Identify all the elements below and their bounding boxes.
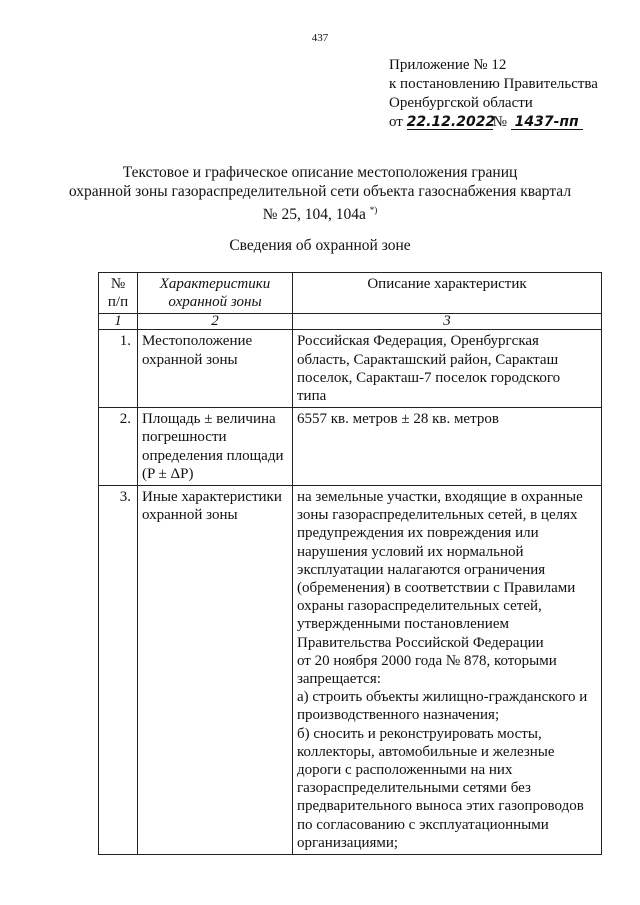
cell-line: Площадь ± величина: [142, 411, 276, 428]
header-num: [99, 273, 138, 314]
section-subtitle: Сведения об охранной зоне: [229, 237, 411, 254]
from-label: от: [389, 114, 403, 130]
cell-line: газораспределительными сетями без: [297, 780, 531, 797]
table-header-row: [99, 273, 602, 314]
row-characteristic: [138, 408, 293, 486]
page-number: 437: [311, 32, 329, 44]
header-num-line: №: [110, 276, 126, 292]
cell-line: нарушения условий их нормальной: [297, 543, 524, 560]
row-description: [293, 408, 602, 486]
header-num-line: п/п: [107, 294, 129, 311]
cell-line: на земельные участки, входящие в охранные: [297, 489, 583, 506]
cell-line: б) сносить и реконструировать мосты,: [297, 725, 542, 742]
cell-line: предупреждения их повреждения или: [297, 525, 539, 542]
footnote-mark: *): [369, 205, 378, 215]
column-number-row: [99, 314, 602, 330]
row-description: [293, 486, 602, 855]
cell-line: определения площади: [142, 447, 284, 464]
cell-line: зоны газораспределительных сетей, в целях: [297, 507, 578, 524]
column-number: 2: [138, 314, 293, 330]
title-line-3: [0, 201, 640, 224]
cell-line: а) строить объекты жилищно-гражданского и: [297, 689, 588, 706]
table-row: [99, 408, 602, 486]
number-label: №: [492, 114, 507, 130]
cell-line: предварительного выноса этих газопроводов: [297, 798, 584, 815]
cell-line: поселок, Саракташ-7 поселок городского: [297, 369, 561, 386]
row-number: 2.: [99, 408, 138, 486]
column-number: 3: [293, 314, 602, 330]
cell-line: область, Саракташский район, Саракташ: [297, 351, 559, 368]
cell-line: Российская Федерация, Оренбургская: [297, 333, 539, 350]
cell-line: эксплуатации налагаются ограничения: [297, 561, 546, 578]
title-line-2: охранной зоны газораспределительной сети объекта газоснабжения квартал: [68, 183, 572, 200]
title-line-1: Текстовое и графическое описание местоположения границ: [122, 164, 518, 181]
row-characteristic: [138, 330, 293, 408]
cell-line: (P ± ΔP): [142, 465, 194, 482]
cell-line: охранной зоны: [142, 351, 238, 368]
handwritten-number: 1437-пп: [511, 115, 583, 130]
cell-line: по согласованию с эксплуатационными: [297, 816, 549, 833]
cell-line: 6557 кв. метров ± 28 кв. метров: [297, 411, 499, 428]
cell-line: погрешности: [142, 429, 227, 446]
header-char-line: Характеристики: [159, 276, 271, 292]
cell-line: охраны газораспределительных сетей,: [297, 598, 542, 615]
appendix-block: [389, 56, 598, 132]
title-line-3-text: № 25, 104, 104а: [262, 206, 366, 224]
cell-line: Иные характеристики: [142, 489, 282, 506]
cell-line: от 20 ноября 2000 года № 878, которыми: [297, 652, 557, 669]
cell-line: Правительства Российской Федерации: [297, 634, 544, 651]
cell-line: производственного назначения;: [297, 707, 500, 724]
cell-line: (обременения) в соответствии с Правилами: [297, 580, 576, 597]
cell-line: запрещается:: [297, 671, 381, 688]
header-characteristics: [138, 273, 293, 314]
handwritten-date: 22.12.2022: [406, 114, 496, 130]
document-title: [0, 163, 640, 224]
appendix-line-2: к постановлению Правительства: [389, 76, 598, 92]
row-number: 3.: [99, 486, 138, 855]
header-description: Описание характеристик: [293, 273, 602, 314]
cell-line: коллекторы, автомобильные и железные: [297, 743, 555, 760]
header-char-line: охранной зоны: [168, 294, 262, 311]
cell-line: дороги с расположенными на них: [297, 762, 513, 779]
table-row: [99, 486, 602, 855]
column-number: 1: [99, 314, 138, 330]
row-description: [293, 330, 602, 408]
row-number: 1.: [99, 330, 138, 408]
table-row: [99, 330, 602, 408]
cell-line: утвержденными постановлением: [297, 616, 509, 633]
appendix-date-number-row: [389, 113, 598, 132]
row-characteristic: [138, 486, 293, 855]
cell-line: Местоположение: [142, 333, 253, 350]
cell-line: охранной зоны: [142, 507, 238, 524]
appendix-line-1: Приложение № 12: [389, 57, 507, 73]
zone-info-table: [98, 272, 602, 855]
cell-line: типа: [297, 388, 327, 405]
cell-line: организациями;: [297, 834, 399, 851]
appendix-line-3: Оренбургской области: [389, 95, 533, 111]
